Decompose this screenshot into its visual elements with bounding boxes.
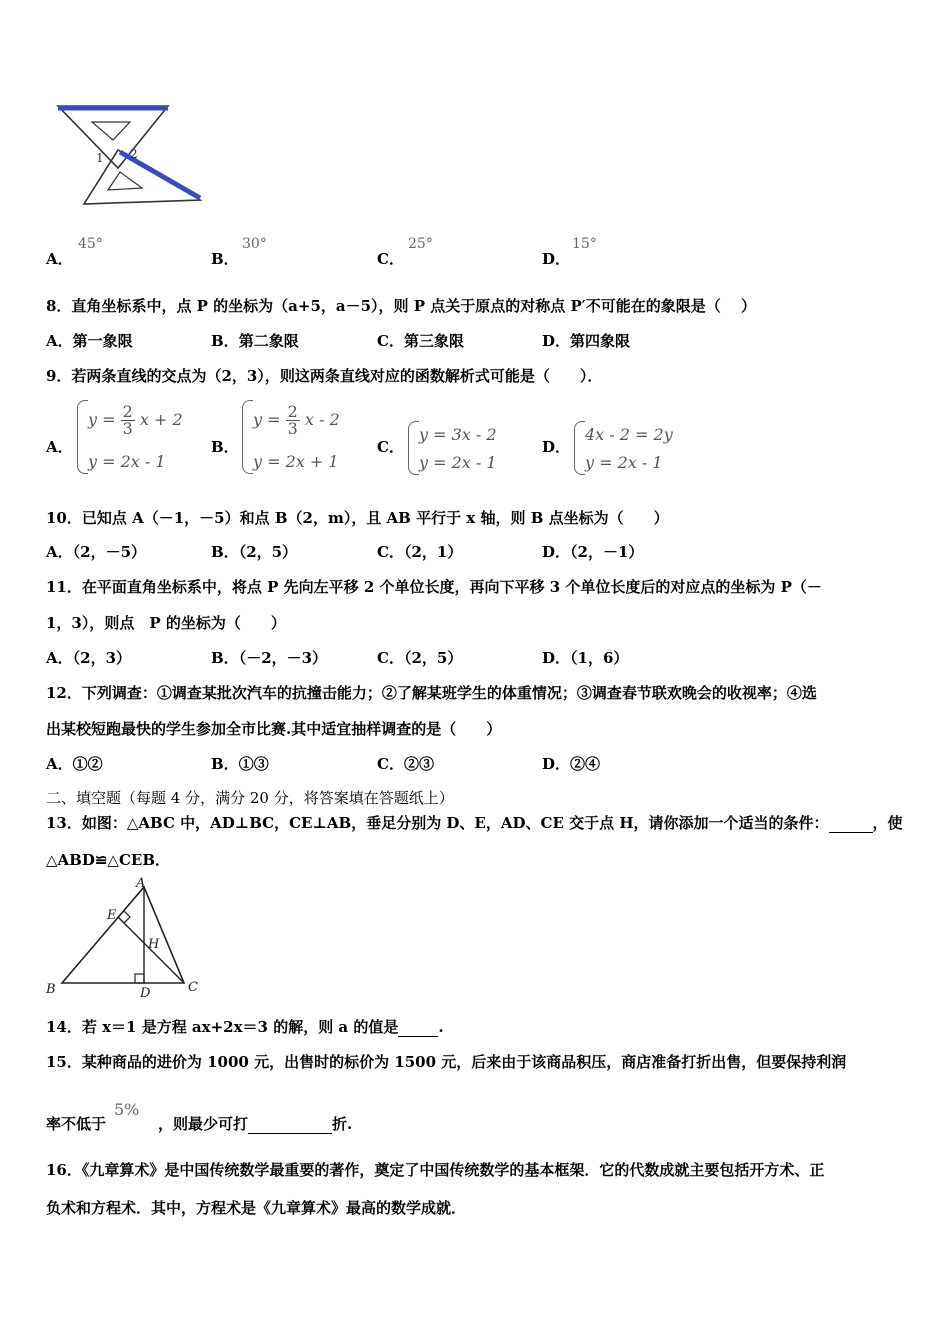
q9-a-line1-post: x + 2 (139, 410, 183, 429)
q9-b-line2: y = 2x + 1 (253, 452, 339, 471)
q7-option-a-letter: A． (46, 250, 73, 268)
q12-option-d[interactable] (542, 754, 600, 774)
q11-option-a[interactable] (46, 648, 131, 668)
q11-option-b[interactable] (211, 648, 327, 668)
q12-c-value: ②③ (403, 755, 434, 773)
q10-stem: 10．已知点 A（－1，－5）和点 B（2，m），且 AB 平行于 x 轴，则 B 点坐标为（ ） (46, 509, 669, 527)
q12-stem-line2: 出某校短跑最快的学生参加全市比赛.其中适宜抽样调查的是（ ） (46, 720, 502, 738)
q8-b-value: 第二象限 (238, 332, 299, 350)
q8-c-letter: C． (377, 332, 404, 350)
q8-c-value: 第三象限 (403, 332, 464, 350)
label-e: E (107, 908, 117, 923)
q11-d-letter: D． (542, 649, 571, 667)
q7-option-c-value: 25° (408, 236, 433, 252)
q9-d-line1: 4x - 2 = 2y (585, 425, 673, 444)
q14-stem-text: 14．若 x＝1 是方程 ax+2x＝3 的解，则 a 的值是 (46, 1018, 399, 1036)
q15-stem-line2 (46, 1114, 352, 1134)
q12-stem-line1: 12．下列调查：①调查某批次汽车的抗撞击能力；②了解某班学生的体重情况；③调查春节联欢晚会的收视率；④选 (46, 684, 817, 702)
q15-line2-mid: ，则最少可打 (158, 1115, 249, 1133)
q7-option-b-value: 30° (242, 236, 267, 252)
label-h: H (148, 937, 160, 952)
q9-d-line2: y = 2x - 1 (585, 453, 663, 472)
q7-option-d[interactable] (542, 249, 570, 269)
q9-b-letter: B． (211, 438, 239, 456)
q16-stem-line2: 负术和方程术．其中，方程术是《九章算术》最高的数学成就． (46, 1199, 467, 1217)
label-c: C (188, 980, 198, 995)
q13-answer-blank[interactable] (829, 816, 873, 833)
q9-a-line2: y = 2x - 1 (88, 452, 166, 471)
section-2-heading: 二、填空题（每题 4 分，满分 20 分，将答案填在答题纸上） (46, 789, 454, 807)
q8-stem: 8．直角坐标系中，点 P 的坐标为（a+5，a－5），则 P 点关于原点的对称点 P′不可能在的象限是（ ） (46, 297, 756, 315)
q7-option-a-value: 45° (78, 236, 103, 252)
q12-c-letter: C． (377, 755, 404, 773)
q15-answer-blank[interactable] (248, 1117, 332, 1134)
q9-b-den: 3 (287, 419, 298, 438)
q10-d-letter: D． (542, 543, 571, 561)
q10-c-letter: C． (377, 543, 404, 561)
q15-line2-pre: 率不低于 (46, 1115, 107, 1133)
q8-option-d[interactable] (542, 331, 630, 351)
q9-a-system (77, 400, 187, 476)
q11-b-value: （－2，－3） (238, 649, 328, 667)
q9-option-c[interactable] (377, 437, 404, 457)
q10-b-value: （2，5） (238, 543, 298, 561)
q8-a-letter: A． (46, 332, 73, 350)
q12-option-b[interactable] (211, 754, 269, 774)
q9-b-line1-pre: y = (253, 410, 281, 429)
q10-b-letter: B． (211, 543, 239, 561)
q13-stem-text: 13．如图：△ABC 中，AD⊥BC，CE⊥AB，垂足分别为 D、E，AD、CE 交于点 H，请你添加一个适当的条件： (46, 814, 829, 832)
q10-option-d[interactable] (542, 542, 643, 562)
q15-percent: 5% (114, 1100, 140, 1119)
label-d: D (140, 986, 151, 999)
q13-stem-line2: △ABD≌△CEB． (46, 851, 171, 869)
q9-a-letter: A． (46, 438, 73, 456)
q9-b-system (242, 400, 352, 476)
q10-a-letter: A． (46, 543, 73, 561)
q11-option-c[interactable] (377, 648, 462, 668)
q9-b-num: 2 (287, 402, 298, 421)
q11-c-letter: C． (377, 649, 404, 667)
triangle-abc-figure (44, 877, 204, 999)
q12-a-letter: A． (46, 755, 73, 773)
q10-a-value: （2，－5） (72, 543, 147, 561)
q12-d-letter: D． (542, 755, 571, 773)
q14-stem (46, 1017, 444, 1037)
q9-a-den: 3 (122, 419, 133, 438)
q9-c-line1: y = 3x - 2 (419, 425, 497, 444)
set-squares-figure (50, 100, 210, 210)
right-angle-e (118, 911, 130, 923)
q13-stem-line1 (46, 813, 903, 833)
q9-d-letter: D． (542, 438, 571, 456)
q9-a-line1-pre: y = (88, 410, 116, 429)
q16-stem-line1: 16．《九章算术》是中国传统数学最重要的著作，奠定了中国传统数学的基本框架．它的代数成就主要包括开方术、正 (46, 1161, 825, 1179)
q7-option-a[interactable] (46, 249, 73, 269)
q9-option-b[interactable] (211, 437, 239, 457)
q12-b-letter: B． (211, 755, 239, 773)
q11-c-value: （2，5） (403, 649, 463, 667)
q12-d-value: ②④ (570, 755, 601, 773)
q10-option-b[interactable] (211, 542, 297, 562)
q10-d-value: （2，－1） (570, 543, 644, 561)
q13-stem-end: ，使 (872, 814, 903, 832)
q9-a-fraction (121, 404, 135, 437)
q15-line2-end: 折. (332, 1115, 353, 1133)
q8-d-letter: D． (542, 332, 571, 350)
right-angle-d (135, 974, 144, 983)
angle-1-label: 1 (96, 151, 104, 165)
label-b: B (46, 982, 56, 997)
q11-a-letter: A． (46, 649, 73, 667)
q9-b-fraction (286, 404, 300, 437)
q12-b-value: ①③ (238, 755, 269, 773)
q7-option-b[interactable] (211, 249, 239, 269)
q11-stem-line1: 11．在平面直角坐标系中，将点 P 先向左平移 2 个单位长度，再向下平移 3 个单位长度后的对应点的坐标为 P（－ (46, 578, 822, 596)
q9-option-a[interactable] (46, 437, 73, 457)
angle-2-label: 2 (130, 147, 138, 161)
q11-option-d[interactable] (542, 648, 628, 668)
q8-option-a[interactable] (46, 331, 133, 351)
q9-stem: 9．若两条直线的交点为（2，3），则这两条直线对应的函数解析式可能是（ ）． (46, 367, 603, 385)
label-a: A (136, 877, 146, 891)
upper-inner-triangle (92, 122, 130, 140)
q12-option-c[interactable] (377, 754, 434, 774)
q8-b-letter: B． (211, 332, 239, 350)
q7-option-c-letter: C． (377, 250, 404, 268)
q9-c-system (408, 421, 508, 477)
q10-option-c[interactable] (377, 542, 462, 562)
q9-b-line1-post: x - 2 (304, 410, 340, 429)
lower-inner-triangle (108, 172, 142, 190)
q9-c-letter: C． (377, 438, 404, 456)
q11-b-letter: B． (211, 649, 239, 667)
q7-option-b-letter: B． (211, 250, 239, 268)
q14-stem-end: . (438, 1018, 444, 1036)
q10-option-a[interactable] (46, 542, 146, 562)
q7-option-d-letter: D． (542, 250, 571, 268)
q7-option-c[interactable] (377, 249, 404, 269)
q8-option-b[interactable] (211, 331, 299, 351)
q8-d-value: 第四象限 (570, 332, 631, 350)
q9-c-line2: y = 2x - 1 (419, 453, 497, 472)
q10-c-value: （2，1） (403, 543, 463, 561)
triangle-abc (62, 887, 184, 983)
q12-a-value: ①② (72, 755, 103, 773)
q9-option-d[interactable] (542, 437, 570, 457)
q12-option-a[interactable] (46, 754, 103, 774)
q7-option-d-value: 15° (572, 236, 597, 252)
q11-a-value: （2，3） (72, 649, 132, 667)
q11-d-value: （1，6） (570, 649, 629, 667)
q15-stem-line1: 15．某种商品的进价为 1000 元，出售时的标价为 1500 元，后来由于该商品积压，商店准备打折出售，但要保持利润 (46, 1053, 847, 1071)
q8-option-c[interactable] (377, 331, 464, 351)
q14-answer-blank[interactable] (398, 1020, 438, 1037)
q8-a-value: 第一象限 (72, 332, 133, 350)
q11-stem-line2: 1，3），则点 P 的坐标为（ ） (46, 614, 286, 632)
q9-d-system (574, 421, 684, 477)
q9-a-num: 2 (122, 402, 133, 421)
